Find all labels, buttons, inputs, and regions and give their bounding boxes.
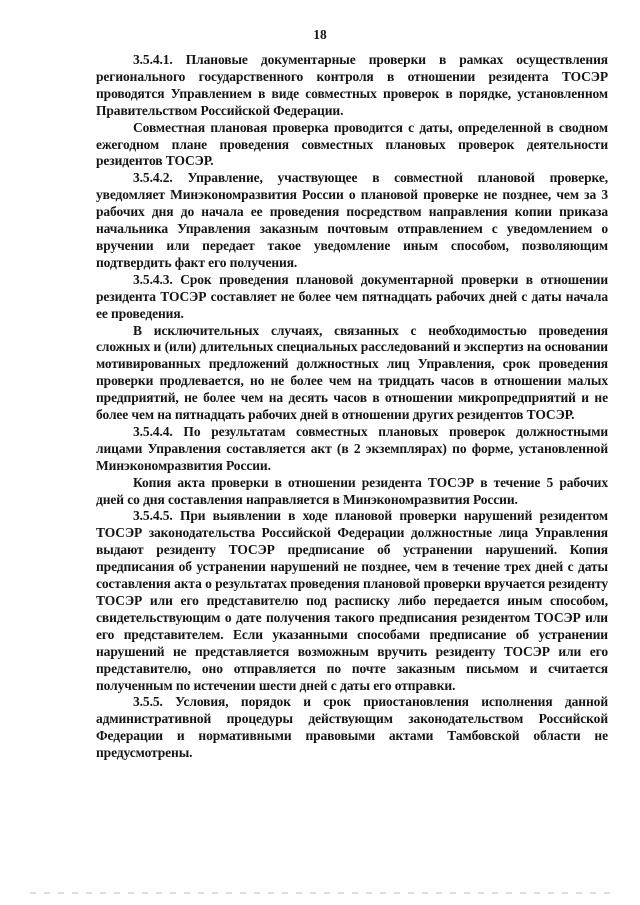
- paragraph-3-5-4-2: 3.5.4.2. Управление, участвующее в совместной плановой проверке, уведомляет Минэкономразвития России о плановой проверке не позднее, чем за 3 рабочих дня до начала ее проведения посредством направления копии приказа начальника Управления заказным почтовым отправлением с уведомлением о вручении или передает такое уведомление иным способом, позволяющим подтвердить факт его получения.: [96, 170, 608, 270]
- paragraph-3-5-4-4: 3.5.4.4. По результатам совместных плановых проверок должностными лицами Управления составляется акт (в 2 экземплярах) по форме, установленной Минэкономразвития России.: [96, 423, 608, 473]
- document-body: [96, 52, 608, 762]
- page-number: 18: [313, 27, 327, 42]
- paragraph-3-5-4-1: 3.5.4.1. Плановые документарные проверки в рамках осуществления регионального государственного контроля в отношении резидента ТОСЭР проводятся Управлением в виде совместных проверок в порядке, установленном Правительством Российской Федерации.: [96, 52, 608, 118]
- paragraph-3-5-4-5: 3.5.4.5. При выявлении в ходе плановой проверки нарушений резидентом ТОСЭР законодательства Российской Федерации должностные лица Управления выдают резиденту ТОСЭР предписание об устранении нарушений. Копия предписания об устранении нарушений не позднее, чем в течение трех дней с даты составления акта о результатах проведения плановой проверки вручается резиденту ТОСЭР или его представителю под расписку либо передается иным способом, свидетельствующим о дате получения такого предписания резидентом ТОСЭР или его представителем. Если указанными способами предписание об устранении нарушений не представляется возможным вручить резиденту ТОСЭР или его представителю, оно отправляется по почте заказным письмом и считается полученным по истечении шести дней с даты его отправки.: [96, 508, 608, 693]
- scan-edge-artifact: [30, 892, 610, 894]
- paragraph-exceptional-cases: В исключительных случаях, связанных с необходимостью проведения сложных и (или) длительных специальных расследований и экспертиз на основании мотивированных предложений должностных лиц Управления, срок проведения проверки продлевается, но не более чем на тридцать часов в отношении малых предприятий, не более чем на десять часов в отношении микропредприятий и не более чем на пятнадцать рабочих дней в отношении других резидентов ТОСЭР.: [96, 322, 608, 423]
- paragraph-act-copy: Копия акта проверки в отношении резидента ТОСЭР в течение 5 рабочих дней со дня составления направляется в Минэкономразвития России.: [96, 474, 608, 507]
- paragraph-3-5-4-3: 3.5.4.3. Срок проведения плановой документарной проверки в отношении резидента ТОСЭР составляет не более чем пятнадцать рабочих дней с даты начала ее проведения.: [96, 271, 608, 321]
- paragraph-joint-inspection-date: Совместная плановая проверка проводится с даты, определенной в сводном ежегодном плане проведения совместных плановых проверок деятельности резидентов ТОСЭР.: [96, 119, 608, 169]
- paragraph-3-5-5: 3.5.5. Условия, порядок и срок приостановления исполнения данной административной процедуры действующим законодательством Российской Федерации и нормативными правовыми актами Тамбовской области не предусмотрены.: [96, 694, 608, 761]
